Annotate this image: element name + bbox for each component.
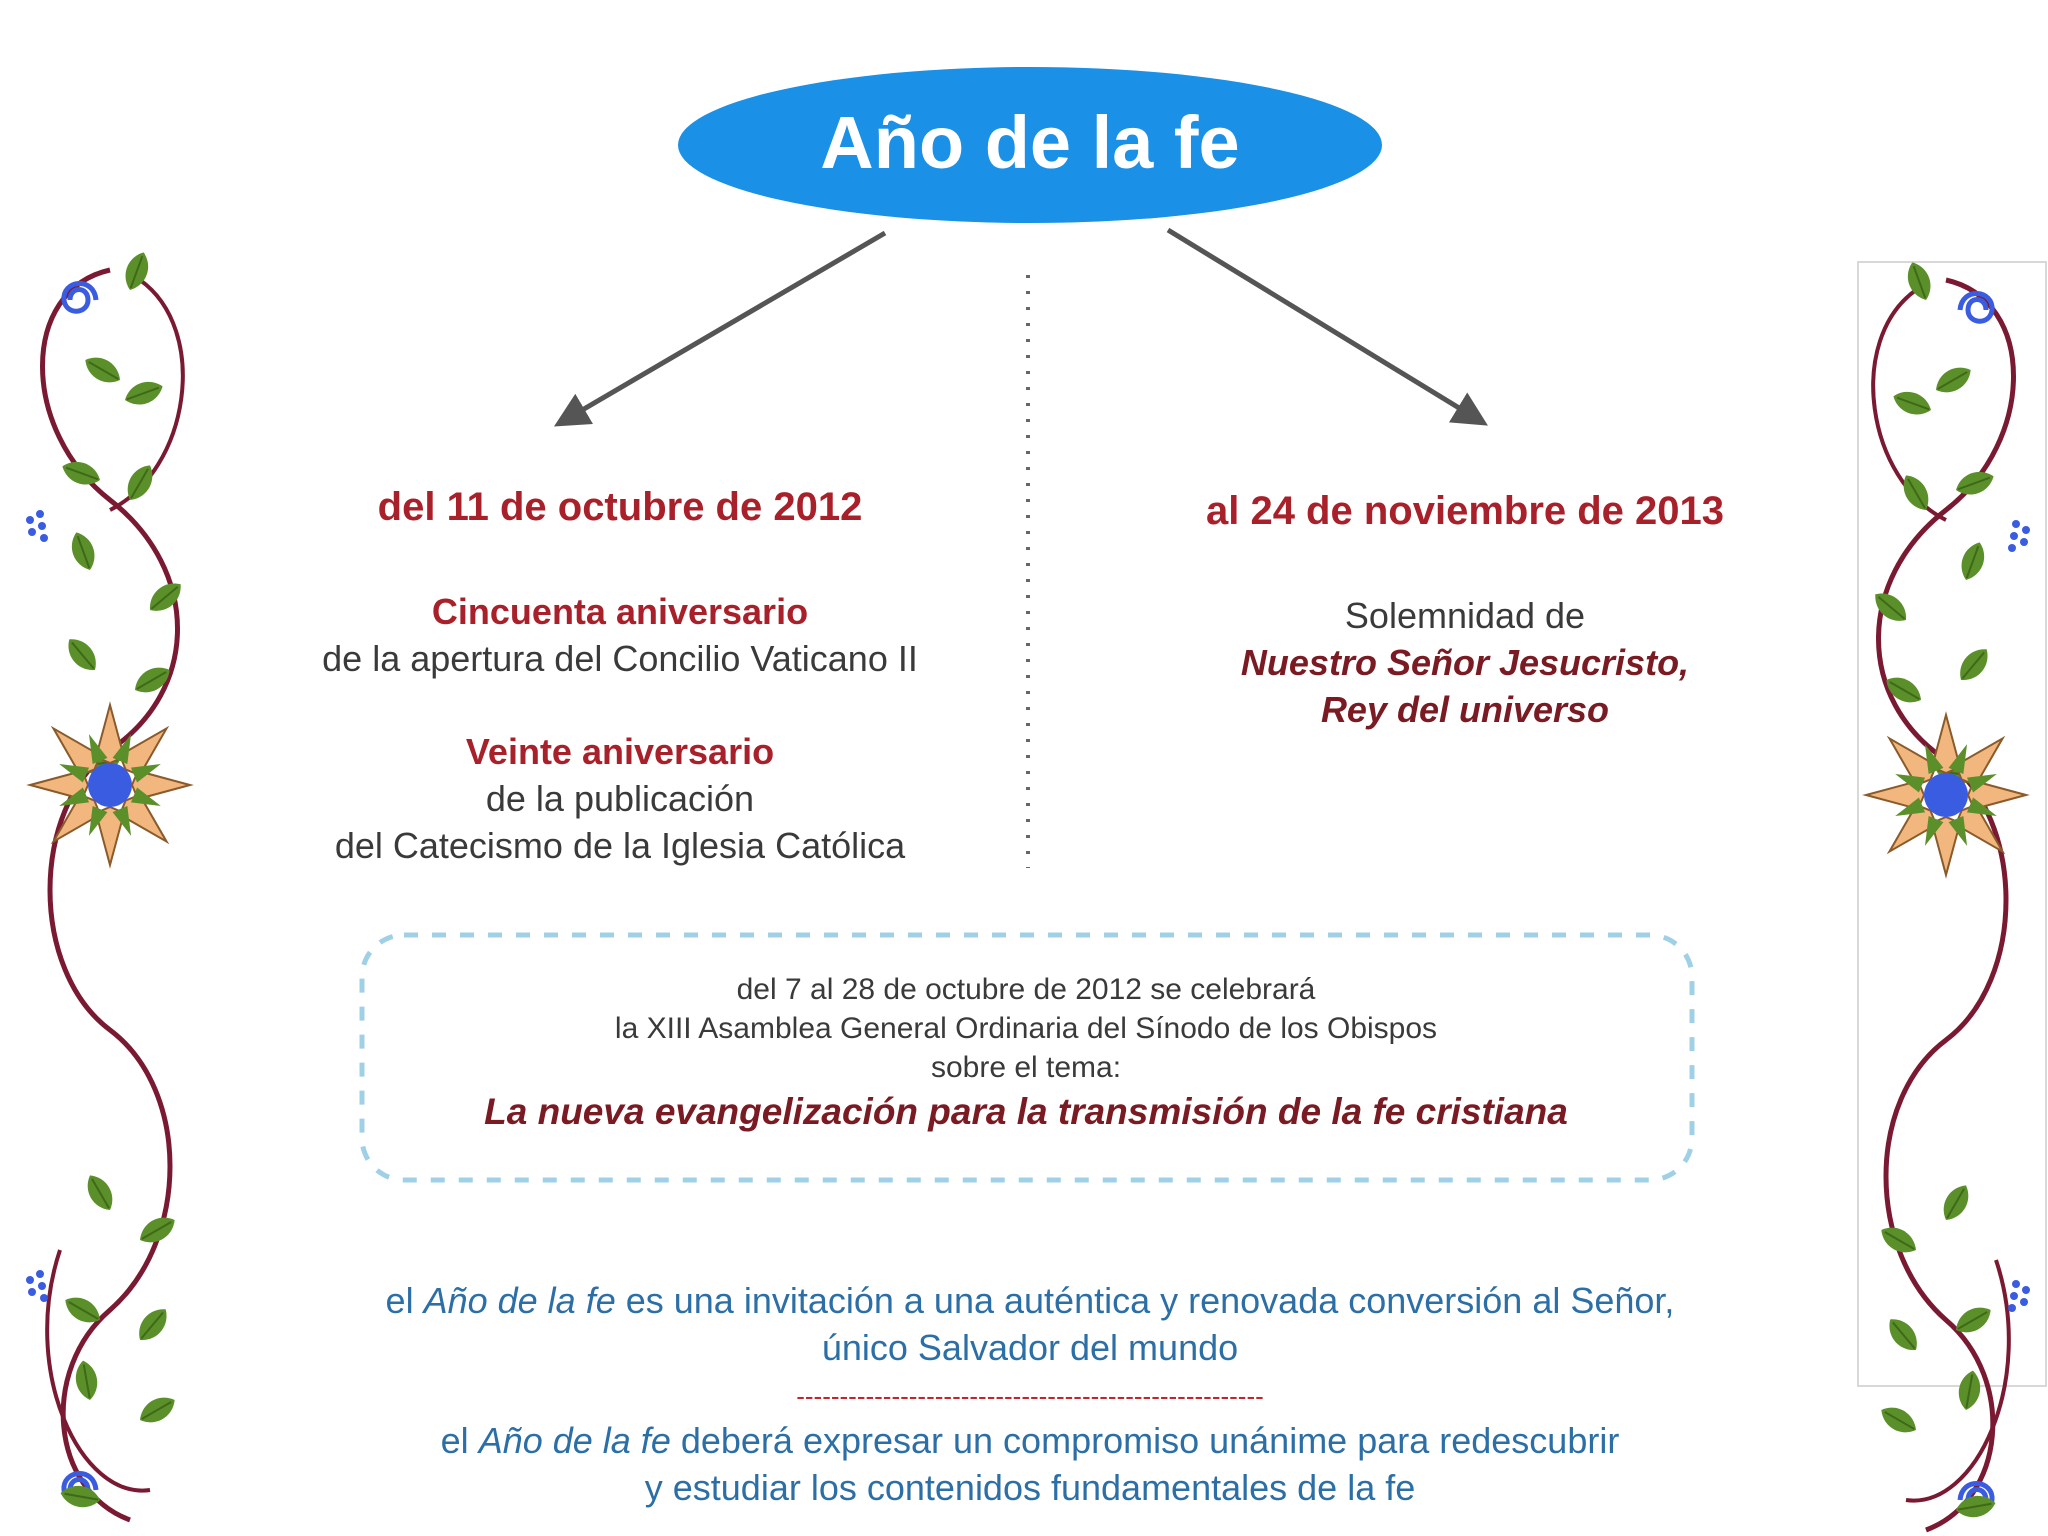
fifty-anniversary-text: de la apertura del Concilio Vaticano II (322, 638, 918, 679)
title-node (678, 67, 1382, 223)
synod-line3: sobre el tema: (930, 1051, 1122, 1084)
statement-2-line1: el Año de la fe deberá expresar un compromiso unánime para redescubrir (440, 1420, 1620, 1461)
statement-divider: ------------------------------------------------------ (796, 1381, 1264, 1411)
left-floral-border (26, 249, 190, 1520)
left-column (322, 485, 918, 866)
title-text: Año de la fe (820, 101, 1240, 184)
fifty-anniversary-heading: Cincuenta aniversario (431, 591, 809, 632)
synod-line2: la XIII Asamblea General Ordinaria del Sínodo de los Obispos (614, 1012, 1438, 1045)
synod-box (362, 935, 1692, 1180)
right-column (1206, 489, 1724, 730)
arrow-right (1168, 230, 1482, 422)
arrow-left (560, 233, 885, 423)
statement-2-line2: y estudiar los contenidos fundamentales de la fe (644, 1467, 1416, 1508)
solemnity-name-line1: Nuestro Señor Jesucristo, (1240, 642, 1690, 683)
twenty-anniversary-line1: de la publicación (485, 778, 755, 819)
end-date: al 24 de noviembre de 2013 (1205, 489, 1725, 533)
start-date: del 11 de octubre de 2012 (377, 485, 863, 529)
statement-1-line1: el Año de la fe es una invitación a una auténtica y renovada conversión al Señor, (385, 1280, 1675, 1321)
synod-line1: del 7 al 28 de octubre de 2012 se celebrará (736, 973, 1316, 1006)
bottom-statements (386, 1280, 1675, 1508)
solemnity-label: Solemnidad de (1344, 595, 1586, 636)
synod-theme: La nueva evangelización para la transmisión de la fe cristiana (484, 1091, 1568, 1132)
statement-1-line2: único Salvador del mundo (821, 1327, 1239, 1368)
twenty-anniversary-line2: del Catecismo de la Iglesia Católica (334, 825, 906, 866)
right-floral-border (1866, 259, 2030, 1530)
solemnity-name-line2: Rey del universo (1320, 689, 1610, 730)
twenty-anniversary-heading: Veinte aniversario (465, 731, 775, 772)
